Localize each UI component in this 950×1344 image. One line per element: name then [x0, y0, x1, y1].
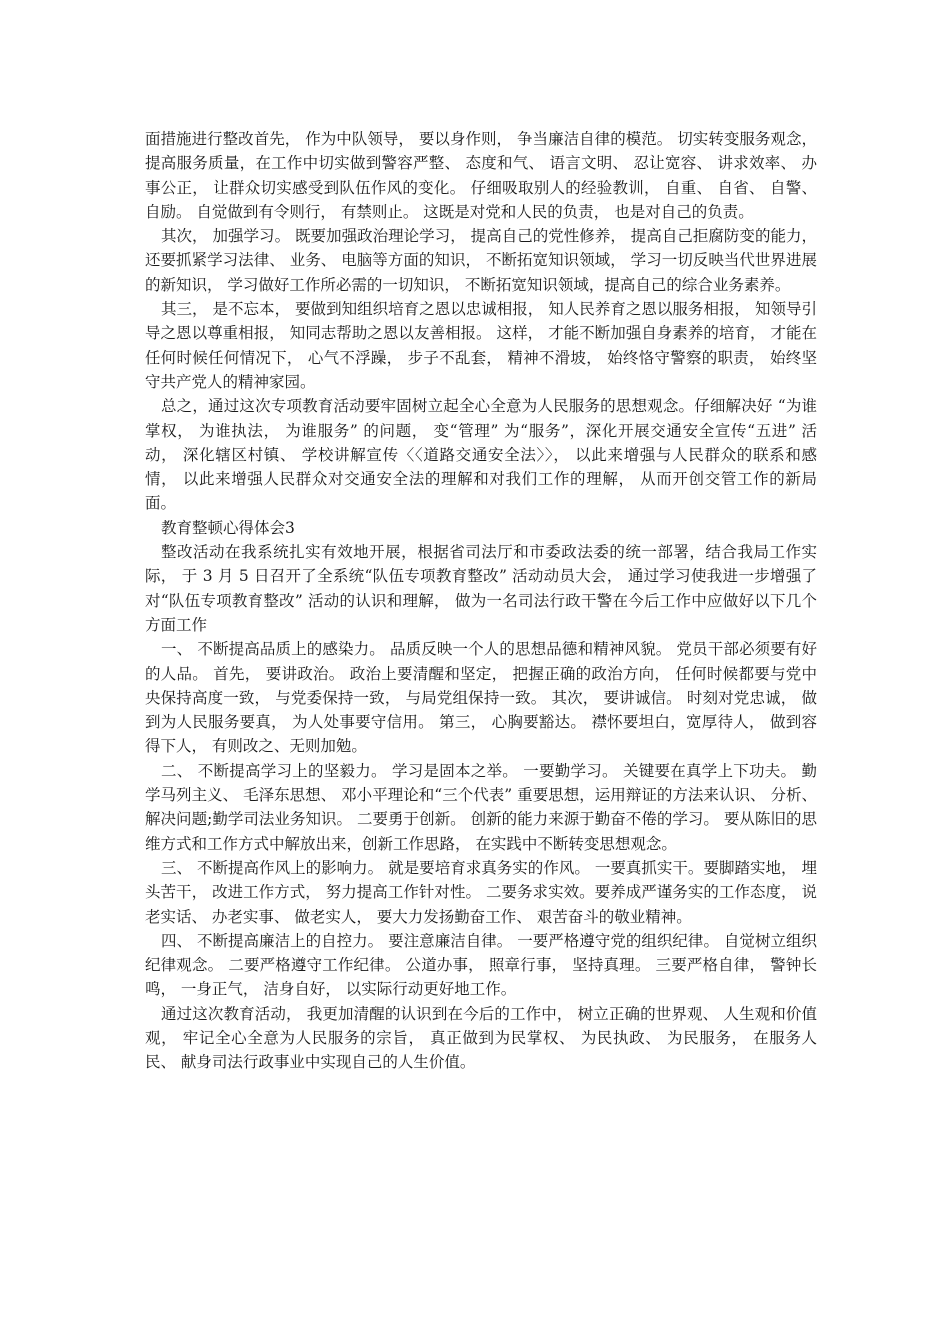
paragraph-8: 二、 不断提高学习上的坚毅力。 学习是固本之举。 一要勤学习。 关键要在真学上下功夫。 勤学马列主义、 毛泽东思想、 邓小平理论和“三个代表” 重要思想，运用辩证的方法来认识、 分析、 解决问题;勤学司法业务知识。 二要勇于创新。 创新的能力来源于勤奋不倦的学习。 要从陈旧的思维方式和工作方式中解放出来，创新工作思路， 在实践中不断转变思想观念。: [145, 761, 817, 853]
paragraph-4: 总之，通过这次专项教育活动要牢固树立起全心全意为人民服务的思想观念。仔细解决好 “为谁掌权， 为谁执法， 为谁服务” 的问题， 变“管理” 为“服务”，深化开展交通安全宣传“五进” 活动， 深化辖区村镇、 学校讲解宣传〈〈道路交通安全法〉〉， 以此来增强与人民群众的联系和感情， 以此来增强人民群众对交通安全法的理解和对我们工作的理解， 从而开创交管工作的新局面。: [145, 397, 817, 513]
paragraph-2: 其次， 加强学习。 既要加强政治理论学习， 提高自己的党性修养， 提高自己拒腐防变的能力， 还要抓紧学习法律、 业务、 电脑等方面的知识， 不断拓宽知识领域， 学习一切反映当代世界进展的新知识， 学习做好工作所必需的一切知识， 不断拓宽知识领域，提高自己的综合业务素养。: [145, 227, 817, 294]
paragraph-3: 其三， 是不忘本， 要做到知组织培育之恩以忠诚相报， 知人民养育之恩以服务相报， 知领导引导之恩以尊重相报， 知同志帮助之恩以友善相报。 这样， 才能不断加强自身素养的培育， 才能在任何时候任何情况下， 心气不浮躁， 步子不乱套， 精神不滑坡， 始终恪守警察的职责， 始终坚守共产党人的精神家园。: [145, 300, 817, 391]
paragraph-9: 三、 不断提高作风上的影响力。 就是要培育求真务实的作风。 一要真抓实干。要脚踏实地， 埋头苦干， 改进工作方式， 努力提高工作针对性。 二要务求实效。要养成严谨务实的工作态度， 说老实话、 办老实事、 做老实人， 要大力发扬勤奋工作、 艰苦奋斗的敬业精神。: [145, 858, 817, 926]
paragraph-6: 整改活动在我系统扎实有效地开展，根据省司法厅和市委政法委的统一部署，结合我局工作实际， 于 3 月 5 日召开了全系统“队伍专项教育整改” 活动动员大会， 通过学习使我进一步增强了对“队伍专项教育整改” 活动的认识和理解， 做为一名司法行政干警在今后工作中应做好以下几个方面工作: [145, 543, 817, 634]
paragraph-11: 通过这次教育活动， 我更加清醒的认识到在今后的工作中， 树立正确的世界观、 人生观和价值观， 牢记全心全意为人民服务的宗旨， 真正做到为民掌权、 为民执政、 为民服务， 在服务人民、 献身司法行政事业中实现自己的人生价值。: [145, 1004, 817, 1072]
document-body: [145, 127, 817, 1075]
paragraph-7: 一、 不断提高品质上的感染力。 品质反映一个人的思想品德和精神风貌。 党员干部必须要有好的人品。 首先， 要讲政治。 政治上要清醒和坚定， 把握正确的政治方向， 任何时候都要与党中央保持高度一致， 与党委保持一致， 与局党组保持一致。 其次， 要讲诚信。 时刻对党忠诚， 做到为人民服务要真， 为人处事要守信用。 第三， 心胸要豁达。 襟怀要坦白，宽厚待人， 做到容得下人， 有则改之、无则加勉。: [145, 640, 817, 756]
section-heading: 教育整顿心得体会3: [161, 518, 295, 537]
paragraph-10: 四、 不断提高廉洁上的自控力。 要注意廉洁自律。 一要严格遵守党的组织纪律。 自觉树立组织纪律观念。 二要严格遵守工作纪律。 公道办事， 照章行事， 坚持真理。 三要严格自律， 警钟长鸣， 一身正气， 洁身自好， 以实际行动更好地工作。: [145, 931, 817, 999]
paragraph-1: 面措施进行整改首先， 作为中队领导， 要以身作则， 争当廉洁自律的模范。 切实转变服务观念， 提高服务质量，在工作中切实做到警容严整、 态度和气、 语言文明、 忍让宽容、 讲求效率、 办事公正， 让群众切实感受到队伍作风的变化。 仔细吸取别人的经验教训， 自重、 自省、 自警、 自励。 自觉做到有令则行， 有禁则止。 这既是对党和人民的负责， 也是对自己的负责。: [145, 130, 817, 221]
